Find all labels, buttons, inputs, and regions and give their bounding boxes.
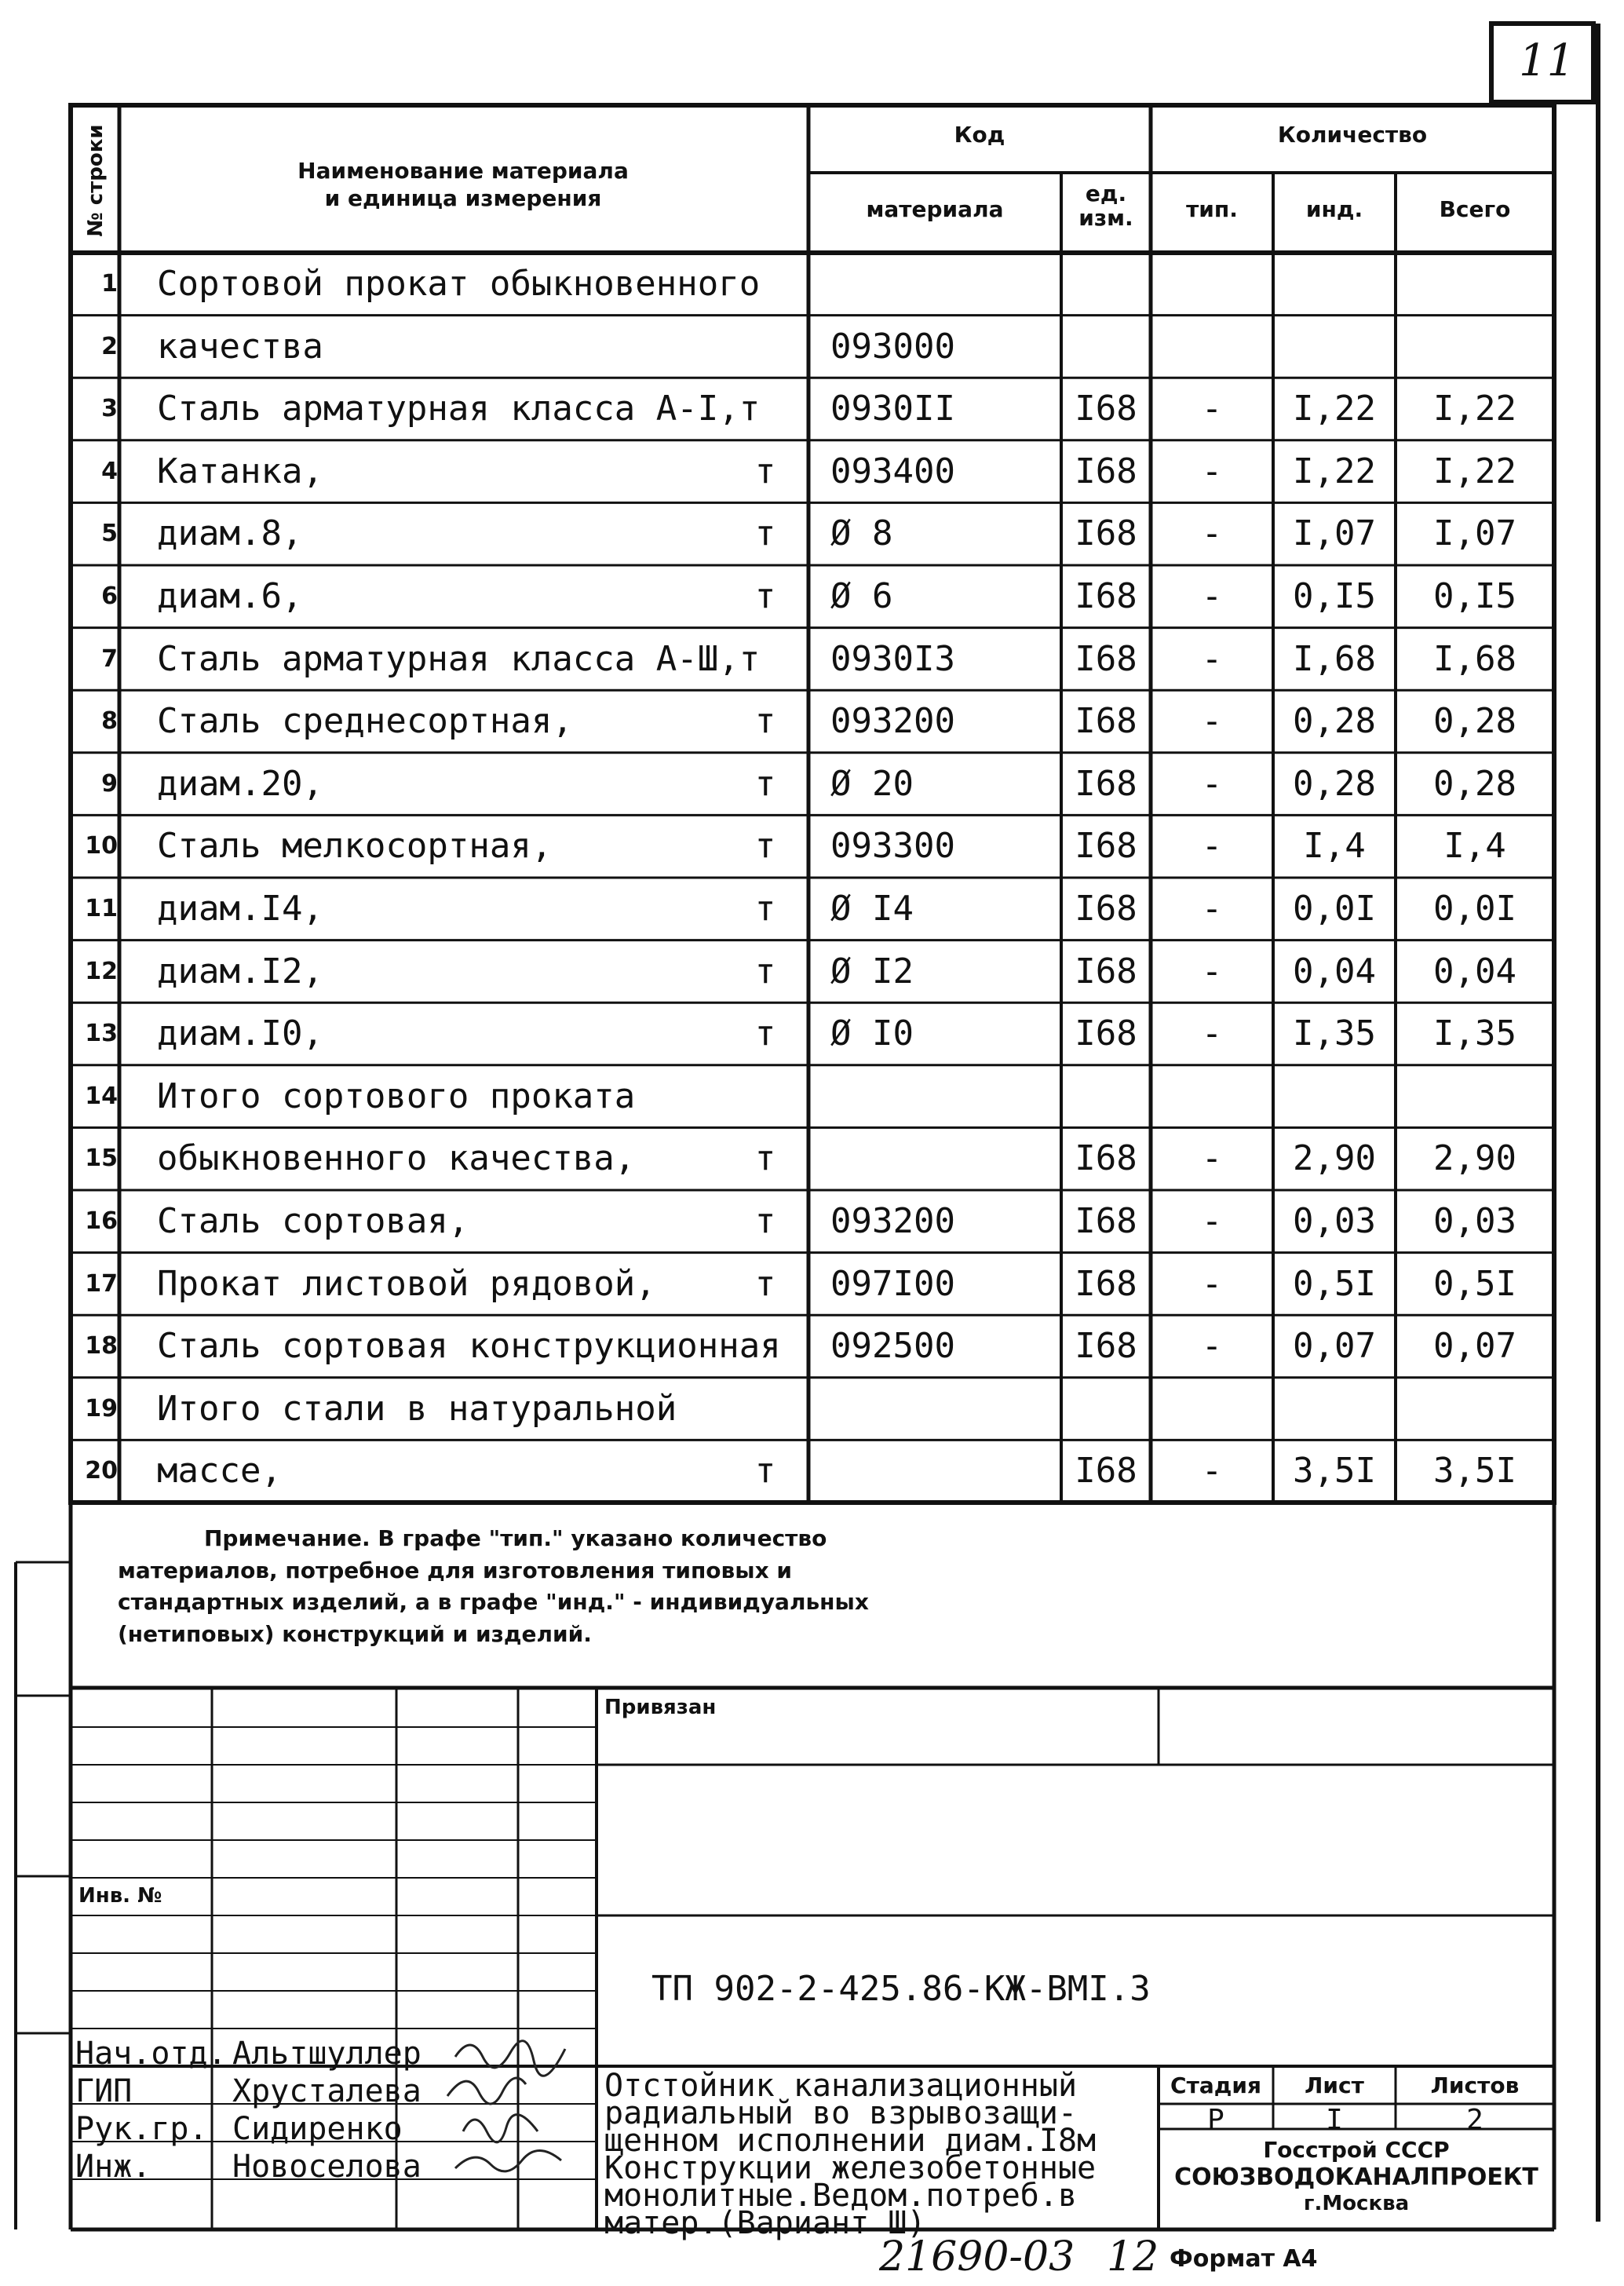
- table-row: [0, 1315, 1624, 1378]
- qty-total: 0,28: [1433, 701, 1516, 742]
- unit-t: [738, 378, 793, 440]
- title-line: радиальный во взрывозащи-: [604, 2095, 1078, 2131]
- row-number: 19: [85, 1394, 118, 1422]
- page-number: 11: [1519, 35, 1575, 86]
- material-name: диам.I4,: [157, 889, 323, 929]
- row-number: 6: [101, 582, 118, 610]
- qty-total: [1396, 1378, 1554, 1441]
- qty-total: 0,5I: [1433, 1263, 1516, 1304]
- note-line: (нетиповых) конструкций и изделий.: [118, 1620, 592, 1647]
- material-name: обыкновенного качества,: [157, 1138, 636, 1179]
- table-row: [0, 440, 1624, 503]
- qty-typ: [1151, 1378, 1273, 1441]
- material-name: Сталь мелкосортная,: [157, 826, 553, 867]
- qty-total: I,07: [1433, 513, 1516, 554]
- sheets-label: Листов: [1430, 2072, 1520, 2098]
- qty-ind: 0,04: [1293, 951, 1376, 991]
- material-code: [830, 1440, 1058, 1503]
- qty-typ: -: [1201, 826, 1223, 867]
- material-name: диам.6,: [157, 576, 303, 616]
- unit-code: [1061, 1378, 1151, 1441]
- unit-code: I68: [1075, 1263, 1137, 1304]
- material-name: массе,: [157, 1451, 282, 1492]
- qty-typ: -: [1201, 638, 1223, 679]
- material-name: Прокат листовой рядовой,: [157, 1263, 656, 1304]
- material-code: 093200: [830, 1201, 955, 1241]
- material-name: диам.8,: [157, 513, 303, 554]
- material-code: 0930I3: [830, 638, 955, 679]
- qty-ind: [1273, 1378, 1396, 1441]
- qty-total: 3,5I: [1433, 1451, 1516, 1492]
- table-row: [0, 1440, 1624, 1503]
- unit-t: [738, 316, 793, 378]
- unit-code: I68: [1075, 451, 1137, 491]
- material-code: Ø I2: [830, 951, 914, 991]
- drawing-title: [604, 2068, 1097, 2241]
- row-number: 11: [85, 895, 118, 922]
- org-line: Госстрой СССР: [1263, 2137, 1450, 2163]
- row-number: 16: [85, 1207, 118, 1235]
- row-number: 12: [85, 957, 118, 985]
- unit-code: I68: [1075, 826, 1137, 867]
- material-code: [830, 1378, 1058, 1441]
- qty-ind: I,22: [1293, 389, 1376, 429]
- qty-typ: -: [1201, 1263, 1223, 1304]
- privyazan-label: Привязан: [604, 1696, 717, 1719]
- unit-t: т: [754, 826, 776, 867]
- format-label: Формат А4: [1170, 2245, 1318, 2273]
- staff-name: Альтшуллер: [232, 2036, 422, 2072]
- qty-typ: -: [1201, 701, 1223, 742]
- table-row: [0, 1378, 1624, 1441]
- material-code: Ø 20: [830, 763, 914, 804]
- qty-ind: 0,0I: [1293, 889, 1376, 929]
- unit-t: т: [754, 889, 776, 929]
- signatures: [440, 2033, 597, 2182]
- qty-total: [1396, 1065, 1554, 1128]
- qty-ind: I,68: [1293, 638, 1376, 679]
- qty-typ: -: [1201, 389, 1223, 429]
- note-line: материалов, потребное для изготовления типовых и: [118, 1557, 792, 1583]
- note-line: стандартных изделий, а в графе "инд." - индивидуальных: [118, 1589, 869, 1616]
- qty-ind: 0,07: [1293, 1326, 1376, 1367]
- archive-number: 21690-03: [879, 2233, 1075, 2281]
- stage-value: Р: [1207, 2104, 1224, 2136]
- qty-total: I,4: [1443, 826, 1506, 867]
- table-row: [0, 565, 1624, 628]
- material-name: Сталь среднесортная,: [157, 701, 573, 742]
- unit-code: I68: [1075, 389, 1137, 429]
- qty-typ: -: [1201, 1013, 1223, 1054]
- table-row: [0, 1127, 1624, 1190]
- table-row: [0, 316, 1624, 378]
- staff-name: Хрусталева: [232, 2073, 422, 2109]
- unit-code: I68: [1075, 638, 1137, 679]
- stage-label: Стадия: [1170, 2072, 1261, 2098]
- staff-name: Новоселова: [232, 2149, 422, 2185]
- table-row: [0, 1253, 1624, 1316]
- unit-code: I68: [1075, 763, 1137, 804]
- footer-page: 12: [1107, 2233, 1159, 2281]
- table-row: [0, 1190, 1624, 1253]
- qty-typ: -: [1201, 451, 1223, 491]
- material-code: Ø 8: [830, 513, 893, 554]
- unit-code: [1061, 1065, 1151, 1128]
- material-name: Катанка,: [157, 451, 323, 491]
- row-number: 10: [85, 832, 118, 860]
- unit-code: I68: [1075, 1201, 1137, 1241]
- table-row: [0, 378, 1624, 440]
- header-row-no: № строки: [84, 124, 108, 237]
- qty-ind: 0,28: [1293, 701, 1376, 742]
- title-line: Конструкции железобетонные: [604, 2150, 1097, 2186]
- qty-total: 0,03: [1433, 1201, 1516, 1241]
- unit-t: т: [754, 701, 776, 742]
- row-number: 13: [85, 1020, 118, 1048]
- material-code: [830, 1127, 1058, 1190]
- qty-total: I,68: [1433, 638, 1516, 679]
- qty-ind: [1273, 316, 1396, 378]
- qty-total: 0,28: [1433, 763, 1516, 804]
- table-row: [0, 878, 1624, 940]
- unit-t: [738, 1378, 793, 1441]
- qty-typ: -: [1201, 951, 1223, 991]
- material-code: 093200: [830, 701, 955, 742]
- qty-ind: 0,5I: [1293, 1263, 1376, 1304]
- table-row: [0, 815, 1624, 878]
- table-row: [0, 1002, 1624, 1065]
- staff-role: Рук.гр.: [75, 2111, 208, 2147]
- qty-ind: [1273, 253, 1396, 316]
- unit-t: т: [754, 1201, 776, 1241]
- qty-ind: 0,28: [1293, 763, 1376, 804]
- staff-role: ГИП: [75, 2073, 133, 2109]
- unit-t: [738, 628, 793, 691]
- qty-typ: -: [1201, 1326, 1223, 1367]
- row-number: 17: [85, 1269, 118, 1298]
- material-name: Сталь сортовая конструкционная: [157, 1326, 781, 1367]
- unit-code: I68: [1075, 513, 1137, 554]
- sheet-label: Лист: [1305, 2072, 1364, 2098]
- row-number: 3: [101, 395, 118, 423]
- qty-ind: 2,90: [1293, 1138, 1376, 1179]
- qty-ind: I,07: [1293, 513, 1376, 554]
- qty-total: 2,90: [1433, 1138, 1516, 1179]
- qty-typ: -: [1201, 1451, 1223, 1492]
- unit-t: т: [754, 951, 776, 991]
- qty-typ: -: [1201, 1138, 1223, 1179]
- qty-total: 0,I5: [1433, 576, 1516, 616]
- table-row: [0, 628, 1624, 691]
- qty-total: [1396, 316, 1554, 378]
- unit-code: I68: [1075, 1326, 1137, 1367]
- row-number: 18: [85, 1332, 118, 1360]
- table-row: [0, 690, 1624, 753]
- unit-t: т: [754, 513, 776, 554]
- material-name: диам.I2,: [157, 951, 323, 991]
- qty-ind: 0,I5: [1293, 576, 1376, 616]
- qty-ind: 0,03: [1293, 1201, 1376, 1241]
- unit-t: т: [754, 576, 776, 616]
- unit-code: I68: [1075, 951, 1137, 991]
- staff-role: Нач.отд.: [75, 2036, 227, 2072]
- material-code: [830, 253, 1058, 316]
- qty-typ: -: [1201, 1201, 1223, 1241]
- unit-t: [738, 1315, 793, 1378]
- unit-code: [1061, 316, 1151, 378]
- qty-total: [1396, 253, 1554, 316]
- qty-ind: I,22: [1293, 451, 1376, 491]
- unit-code: I68: [1075, 576, 1137, 616]
- title-line: щенном исполнении диам.I8м: [604, 2123, 1097, 2159]
- material-code: Ø 6: [830, 576, 893, 616]
- table-row: [0, 753, 1624, 816]
- row-number: 5: [101, 520, 118, 548]
- qty-typ: [1151, 253, 1273, 316]
- material-code: 093000: [830, 326, 955, 367]
- qty-typ: [1151, 1065, 1273, 1128]
- header-typ: тип.: [1186, 196, 1238, 222]
- row-number: 4: [101, 457, 118, 485]
- qty-ind: 3,5I: [1293, 1451, 1376, 1492]
- unit-code: [1061, 253, 1151, 316]
- row-number: 7: [101, 645, 118, 673]
- table-row: [0, 940, 1624, 1003]
- org-line: г.Москва: [1303, 2191, 1410, 2215]
- qty-total: I,22: [1433, 451, 1516, 491]
- title-line: матер.(Вариант Ш): [604, 2205, 926, 2241]
- staff-names: [232, 2035, 422, 2186]
- material-code: Ø I4: [830, 889, 914, 929]
- staff-roles: [75, 2035, 227, 2186]
- material-name: диам.I0,: [157, 1013, 323, 1054]
- header-quantity: Количество: [1277, 122, 1428, 148]
- qty-total: I,22: [1433, 389, 1516, 429]
- qty-typ: -: [1201, 763, 1223, 804]
- sheets-value: 2: [1466, 2104, 1483, 2136]
- note: [118, 1523, 869, 1650]
- organization: [1159, 2137, 1554, 2216]
- qty-total: I,35: [1433, 1013, 1516, 1054]
- material-code: 097I00: [830, 1263, 955, 1304]
- unit-t: т: [754, 1451, 776, 1492]
- row-number: 20: [85, 1457, 118, 1485]
- table-row: [0, 502, 1624, 565]
- material-code: 0930II: [830, 389, 955, 429]
- header-ind: инд.: [1305, 196, 1363, 222]
- qty-ind: I,4: [1303, 826, 1366, 867]
- title-line: монолитные.Ведом.потреб.в: [604, 2178, 1078, 2214]
- qty-total: 0,0I: [1433, 889, 1516, 929]
- unit-t: т: [754, 1138, 776, 1179]
- material-code: Ø I0: [830, 1013, 914, 1054]
- header-unit: ед. изм.: [1078, 181, 1133, 231]
- qty-typ: -: [1201, 576, 1223, 616]
- header-name: Наименование материала и единица измерения: [297, 158, 629, 211]
- row-number: 15: [85, 1145, 118, 1173]
- doc-code: ТП 902-2-425.86-КЖ-ВМI.3: [651, 1969, 1151, 2009]
- staff-role: Инж.: [75, 2149, 151, 2185]
- material-name: Итого сортового проката: [157, 1075, 636, 1116]
- qty-typ: -: [1201, 889, 1223, 929]
- unit-t: т: [754, 1013, 776, 1054]
- qty-total: 0,04: [1433, 951, 1516, 991]
- header-code: Код: [954, 122, 1005, 148]
- material-code: 092500: [830, 1326, 955, 1367]
- material-name: Итого стали в натуральной: [157, 1388, 677, 1429]
- unit-code: I68: [1075, 1451, 1137, 1492]
- header-material-code: материала: [866, 196, 1004, 222]
- unit-t: [738, 253, 793, 316]
- unit-code: I68: [1075, 1013, 1137, 1054]
- material-name: Сталь арматурная класса А-Ш,т: [157, 638, 761, 679]
- unit-code: I68: [1075, 701, 1137, 742]
- row-number: 9: [101, 769, 118, 798]
- material-code: [830, 1065, 1058, 1128]
- table-row: [0, 253, 1624, 316]
- qty-typ: -: [1201, 513, 1223, 554]
- material-code: 093400: [830, 451, 955, 491]
- title-line: Отстойник канализационный: [604, 2068, 1078, 2104]
- qty-ind: I,35: [1293, 1013, 1376, 1054]
- sheet-value: I: [1326, 2104, 1343, 2136]
- material-name: Сталь арматурная класса А-I,т: [157, 389, 761, 429]
- unit-t: т: [754, 451, 776, 491]
- row-number: 1: [101, 270, 118, 298]
- qty-ind: [1273, 1065, 1396, 1128]
- material-name: качества: [157, 326, 323, 367]
- unit-t: [738, 1065, 793, 1128]
- qty-total: 0,07: [1433, 1326, 1516, 1367]
- table-row: [0, 1065, 1624, 1128]
- inv-no-label: Инв. №: [78, 1884, 162, 1908]
- material-code: 093300: [830, 826, 955, 867]
- note-line: Примечание. В графе "тип." указано количество: [204, 1525, 827, 1551]
- row-number: 2: [101, 332, 118, 360]
- org-line: СОЮЗВОДОКАНАЛПРОЕКТ: [1174, 2163, 1538, 2191]
- header-total: Всего: [1439, 196, 1511, 222]
- material-name: диам.20,: [157, 763, 323, 804]
- row-number: 14: [85, 1082, 118, 1110]
- unit-code: I68: [1075, 889, 1137, 929]
- staff-name: Сидиренко: [232, 2111, 403, 2147]
- qty-typ: [1151, 316, 1273, 378]
- material-name: Сталь сортовая,: [157, 1201, 469, 1241]
- unit-t: т: [754, 1263, 776, 1304]
- unit-t: т: [754, 763, 776, 804]
- unit-code: I68: [1075, 1138, 1137, 1179]
- material-name: Сортовой прокат обыкновенного: [157, 264, 761, 304]
- row-number: 8: [101, 707, 118, 736]
